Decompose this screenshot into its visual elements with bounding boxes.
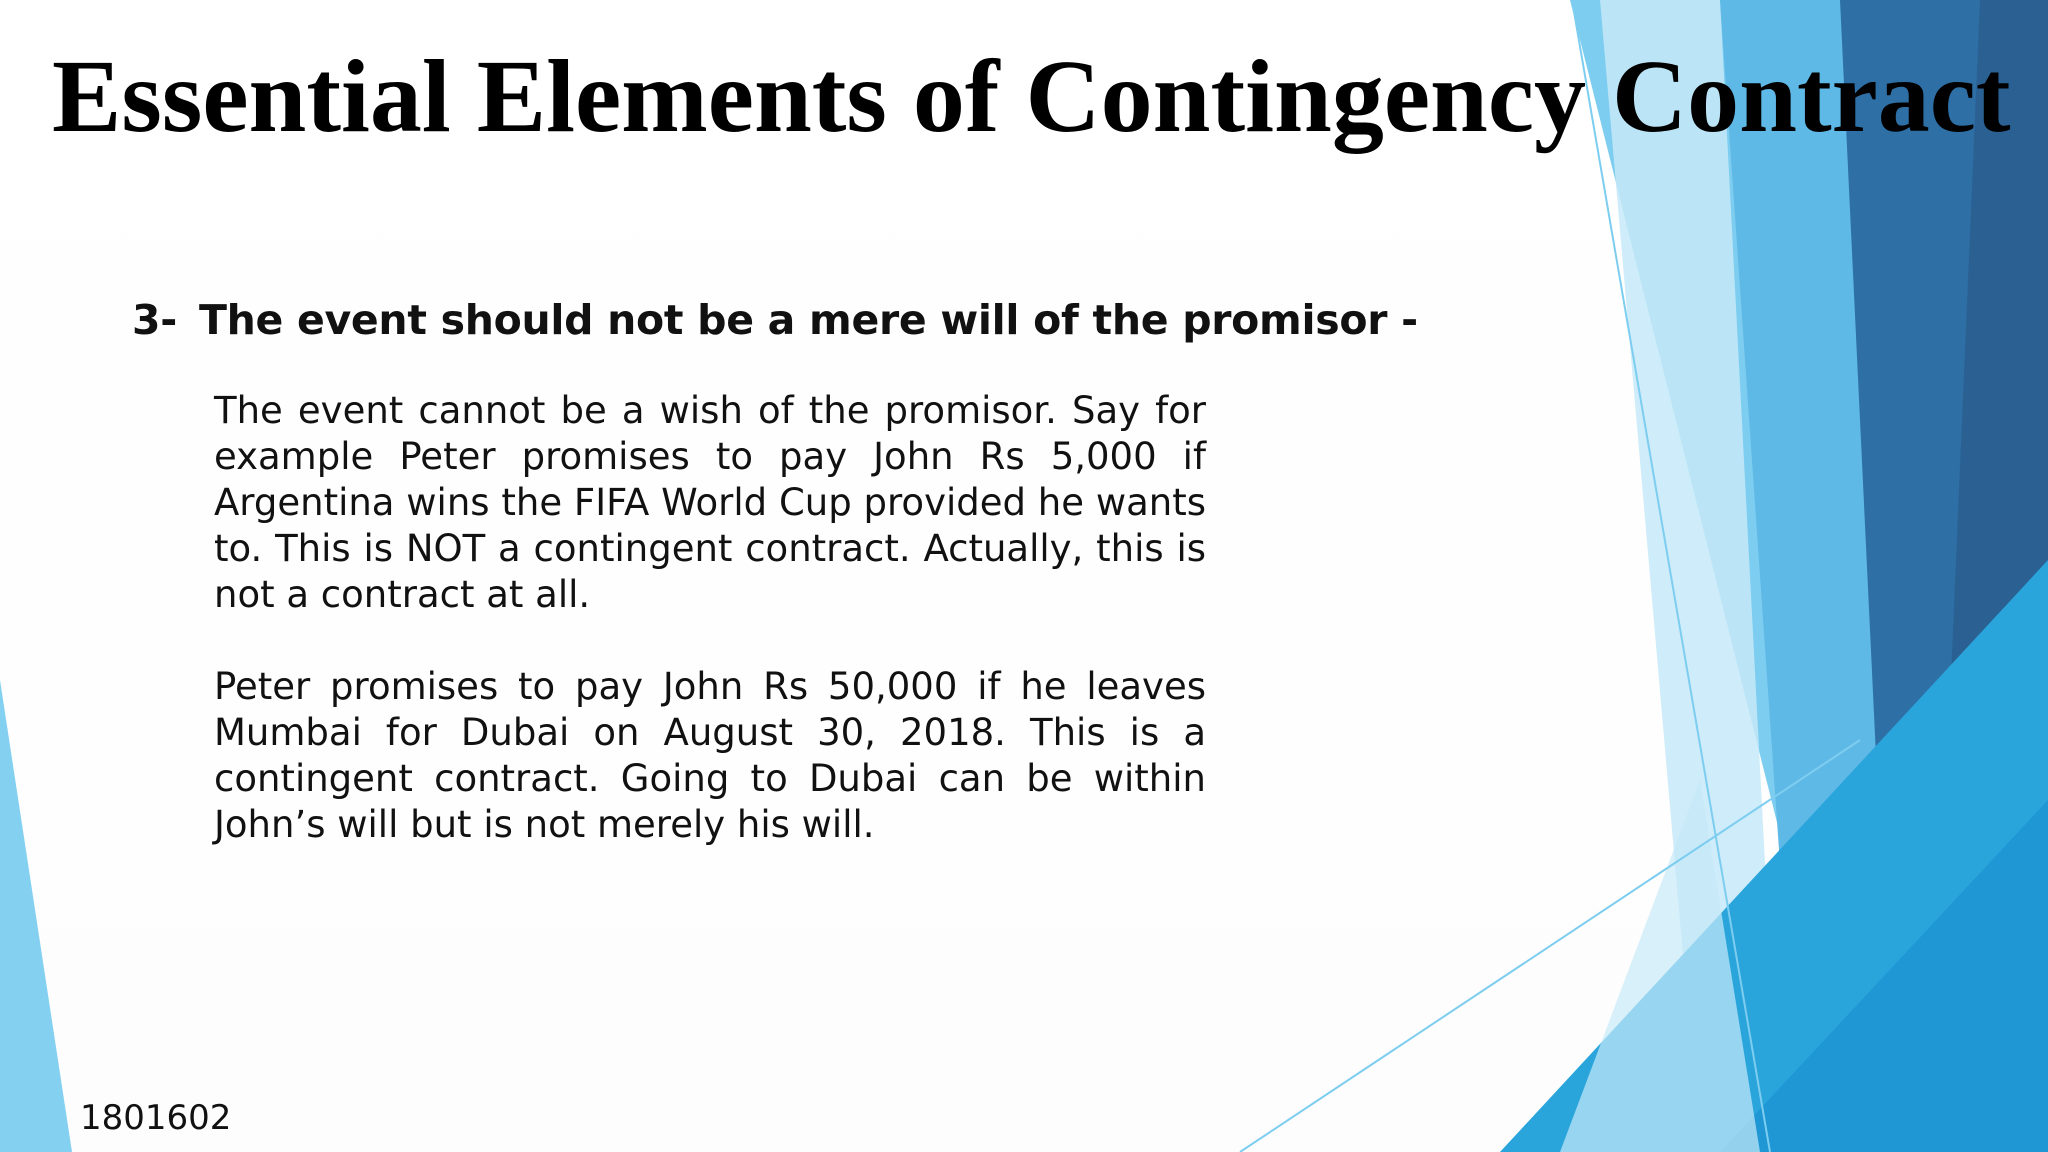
- point-heading-text: The event should not be a mere will of the promisor -: [198, 296, 1418, 344]
- point-heading: [132, 296, 1418, 344]
- paragraph-1: The event cannot be a wish of the promisor. Say for example Peter promises to pay John Rs 5,000 if Argentina wins the FIFA World Cup provided he wants to. This is NOT a contingent contract. Actually, this is not a contract at all.: [214, 389, 1206, 616]
- left-accent-shape: [0, 680, 72, 1152]
- slide-title: Essential Elements of Contingency Contract: [52, 39, 2011, 154]
- footer-id: 1801602: [80, 1098, 232, 1138]
- point-number: 3-: [132, 296, 177, 344]
- paragraph-2: Peter promises to pay John Rs 50,000 if he leaves Mumbai for Dubai on August 30, 2018. This is a contingent contract. Going to Dubai can be within John’s will but is not merely his will.: [214, 665, 1206, 846]
